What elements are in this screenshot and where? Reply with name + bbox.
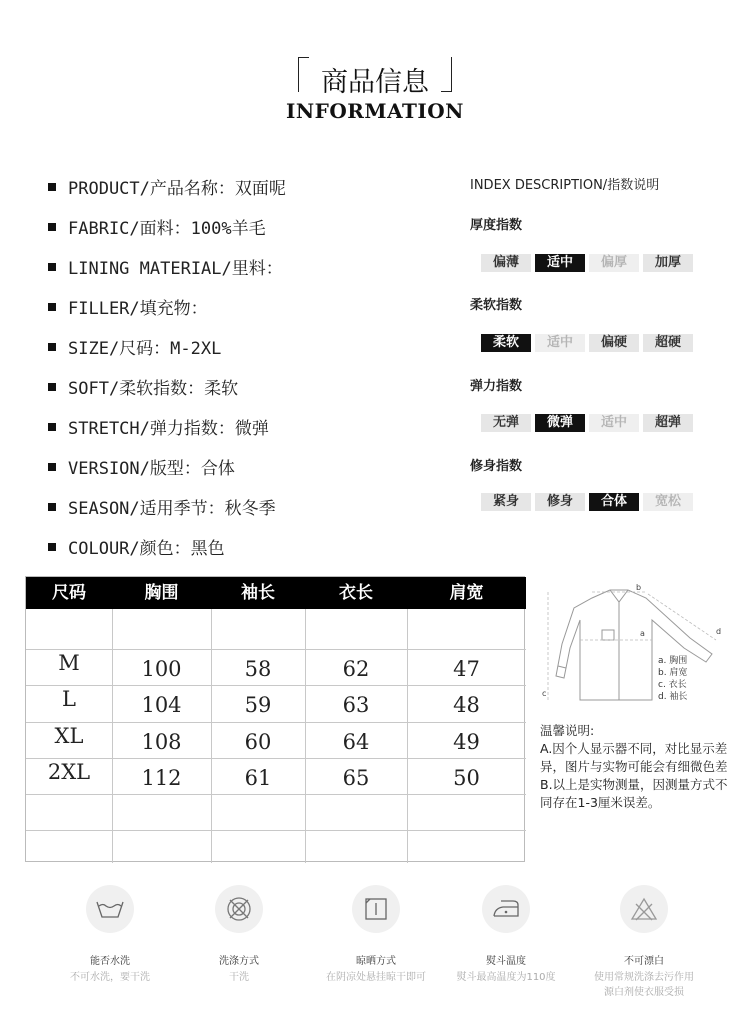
svg-text:d: d: [716, 627, 722, 636]
page-subtitle: INFORMATION: [286, 99, 464, 123]
table-cell: 63: [342, 693, 370, 717]
scale-option: 偏薄: [481, 254, 531, 272]
fit-scale: [481, 493, 693, 511]
column-header: 衣长: [339, 583, 373, 603]
scale-option-selected: 微弹: [535, 414, 585, 432]
dry-shade-icon: [352, 885, 400, 933]
tips-b: B.以上是实物测量，因测量方式不同存在1-3厘米误差。: [540, 777, 728, 810]
table-cell: 50: [453, 766, 480, 790]
table-cell: M: [58, 651, 80, 675]
info-item-filler: FILLER/填充物：: [48, 294, 208, 318]
stretch-index-label: 弹力指数: [470, 379, 523, 394]
scale-option: 偏硬: [589, 334, 639, 352]
table-cell: XL: [54, 724, 84, 748]
info-item-season: SEASON/适用季节：秋冬季: [48, 494, 276, 518]
thickness-index-label: 厚度指数: [470, 218, 523, 233]
svg-text:b: b: [636, 583, 642, 592]
tips-a: A.因个人显示器不同，对比显示差异，图片与实物可能会有细微色差: [540, 741, 728, 774]
scale-option: 偏厚: [589, 254, 639, 272]
thickness-scale: [481, 254, 693, 272]
table-cell: 108: [141, 730, 182, 754]
column-header: 尺码: [52, 583, 86, 603]
info-item-size: SIZE/尺码：M-2XL: [48, 334, 221, 358]
table-cell: 61: [244, 766, 272, 790]
table-cell: 62: [342, 657, 370, 681]
table-cell: 58: [244, 657, 272, 681]
scale-option: 无弹: [481, 414, 531, 432]
column-header: 肩宽: [449, 583, 484, 603]
scale-option: 修身: [535, 493, 585, 511]
info-item-lining: LINING MATERIAL/里料：: [48, 254, 283, 278]
page-title: 商品信息: [321, 67, 429, 98]
table-cell: 112: [141, 766, 182, 790]
table-cell: 47: [453, 657, 480, 681]
shirt-outline-icon: [540, 578, 730, 713]
care-item-wash-method: 洗涤方式 干洗: [179, 885, 299, 985]
scale-option-selected: 合体: [589, 493, 639, 511]
scale-option: 超弹: [643, 414, 693, 432]
no-bleach-icon: [620, 885, 668, 933]
svg-text:c: c: [542, 689, 547, 698]
care-item-ironing: 熨斗温度 熨斗最高温度为110度: [446, 885, 566, 985]
table-cell: 64: [342, 730, 370, 754]
table-cell: 100: [141, 657, 182, 681]
table-cell: L: [62, 687, 76, 711]
table-cell: 2XL: [47, 760, 91, 784]
garment-measure-diagram: [540, 578, 730, 713]
no-tumble-dry-icon: [215, 885, 263, 933]
size-table-header: [26, 577, 526, 609]
softness-index-label: 柔软指数: [470, 298, 523, 313]
care-item-drying: 晾晒方式 在阴凉处悬挂晾干即可: [316, 885, 436, 985]
stretch-scale: [481, 414, 693, 432]
scale-option: 适中: [589, 414, 639, 432]
info-item-version: VERSION/版型：合体: [48, 454, 235, 478]
softness-scale: [481, 334, 693, 352]
info-item-product: PRODUCT/产品名称：双面呢: [48, 174, 286, 198]
info-item-colour: COLOUR/颜色：黑色: [48, 534, 225, 558]
wash-basin-icon: [86, 885, 134, 933]
fit-index-label: 修身指数: [470, 459, 523, 474]
column-header: 胸围: [144, 583, 179, 603]
index-heading: INDEX DESCRIPTION/指数说明: [470, 178, 660, 193]
diagram-legend: a. 胸围 b. 肩宽 c. 衣长 d. 袖长: [658, 656, 688, 702]
table-cell: 60: [244, 730, 272, 754]
tips-note: [540, 722, 730, 812]
table-cell: 104: [141, 693, 182, 717]
table-cell: 48: [453, 693, 480, 717]
scale-option: 宽松: [643, 493, 693, 511]
table-cell: 65: [342, 766, 370, 790]
info-item-fabric: FABRIC/面料：100%羊毛: [48, 214, 266, 238]
iron-icon: [482, 885, 530, 933]
care-item-bleach: 不可漂白 使用常规洗涤去污作用 源白剂使衣服受损: [584, 885, 704, 1000]
info-item-soft: SOFT/柔软指数：柔软: [48, 374, 238, 398]
scale-option-selected: 柔软: [481, 334, 531, 352]
size-table: [25, 576, 525, 862]
scale-option: 紧身: [481, 493, 531, 511]
scale-option-selected: 适中: [535, 254, 585, 272]
table-cell: 59: [244, 693, 272, 717]
table-cell: 49: [453, 730, 480, 754]
scale-option: 超硬: [643, 334, 693, 352]
column-header: 袖长: [241, 583, 275, 603]
scale-option: 加厚: [643, 254, 693, 272]
info-item-stretch: STRETCH/弹力指数：微弹: [48, 414, 269, 438]
svg-text:a: a: [640, 629, 645, 638]
scale-option: 适中: [535, 334, 585, 352]
tips-title: 温馨说明:: [540, 723, 595, 738]
care-item-wash: 能否水洗 不可水洗，要干洗: [50, 885, 170, 985]
